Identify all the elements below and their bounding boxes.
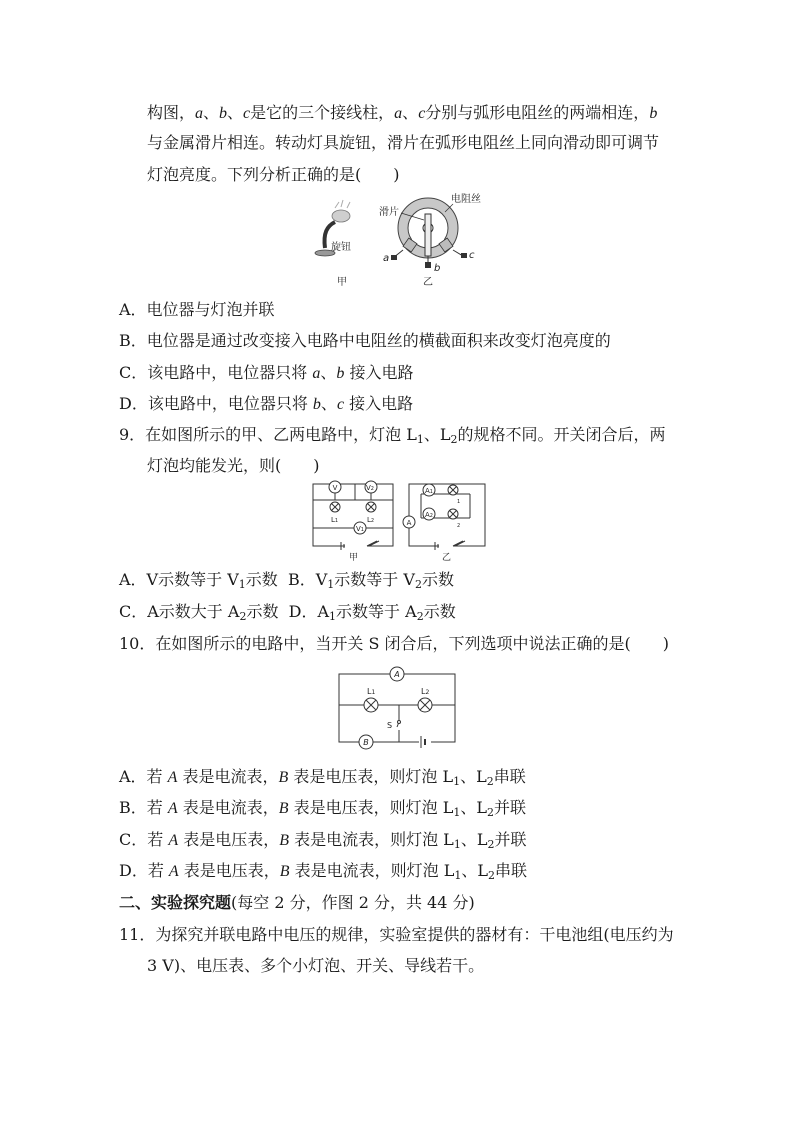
q9-options-cd: C．A示数大于 $A_2$示数 D．$A_1$示数等于 $A_2$示数 [119, 602, 456, 623]
q9-options-ab: A．V示数等于 $V_1$示数 B．$V_1$示数等于 $V_2$示数 [119, 570, 454, 591]
q8-option-a: A．电位器与灯泡并联 [119, 300, 275, 319]
l1-label-jia: L1 [331, 516, 339, 524]
q8-option-b: B．电位器是通过改变接入电路中电阻丝的横截面积来改变灯泡亮度的 [119, 331, 611, 350]
caption-jia: 甲 [337, 277, 347, 288]
q10-option-c: C．若 A 表是电压表，B 表是电流表，则灯泡 $L_1$、$L_2$并联 [119, 830, 527, 851]
q9-stem-line-2: 灯泡均能发光，则( ) [147, 456, 320, 475]
q10-circuit-figure [333, 664, 463, 752]
l1-label: L1 [367, 687, 376, 696]
switch-label: S [387, 721, 393, 730]
potentiometer-figure [305, 188, 500, 290]
q8-option-d: D．该电路中，电位器只将 b、c 接入电路 [119, 394, 414, 413]
caption-yi: 乙 [423, 277, 433, 288]
q8-line-1: 构图，a、b、c是它的三个接线柱，a、c分别与弧形电阻丝的两端相连，b [147, 103, 658, 122]
v2-meter-label: V2 [366, 484, 374, 492]
q10-option-b: B．若 A 表是电流表，B 表是电压表，则灯泡 $L_1$、$L_2$并联 [119, 798, 526, 819]
section-2-heading: 二、实验探究题(每空 2 分，作图 2 分，共 44 分) [119, 893, 475, 912]
l1-label-yi: 1 [457, 499, 461, 505]
q9-stem-line-1: 9．在如图所示的甲、乙两电路中，灯泡 $L_1$、$L_2$的规格不同。开关闭合后，两 [119, 425, 666, 446]
q8-line-3: 灯泡亮度。下列分析正确的是( ) [147, 165, 400, 184]
q8-option-c: C．该电路中，电位器只将 a、b 接入电路 [119, 363, 414, 382]
q11-line-1: 11．为探究并联电路中电压的规律，实验室提供的器材有：干电池组(电压约为 [119, 925, 674, 944]
terminal-b-label: b [434, 263, 441, 274]
q10-stem: 10．在如图所示的电路中，当开关 S 闭合后，下列选项中说法正确的是( ) [119, 634, 669, 653]
meter-a-label: A [394, 670, 400, 679]
caption-jia: 甲 [349, 553, 359, 563]
q9-circuit-figure [305, 478, 490, 564]
a2-meter-label: A2 [425, 511, 433, 519]
slider-label: 滑片 [379, 207, 399, 218]
l2-label: L2 [421, 687, 430, 696]
q11-line-2: 3 V)、电压表、多个小灯泡、开关、导线若干。 [147, 956, 485, 975]
terminal-a-label: a [383, 253, 390, 264]
l2-label-jia: L2 [367, 516, 375, 524]
q10-option-a: A．若 A 表是电流表，B 表是电压表，则灯泡 $L_1$、$L_2$串联 [119, 767, 526, 788]
a1-meter-label: A1 [425, 487, 433, 495]
v-meter-label: V [332, 484, 338, 492]
terminal-c-label: c [469, 250, 475, 261]
caption-yi: 乙 [442, 553, 452, 563]
q10-option-d: D．若 A 表是电压表，B 表是电流表，则灯泡 $L_1$、$L_2$串联 [119, 861, 528, 882]
potentiometer [391, 198, 467, 268]
resistor-label: 电阻丝 [451, 194, 481, 205]
q8-line-2: 与金属滑片相连。转动灯具旋钮，滑片在弧形电阻丝上同向滑动即可调节 [147, 133, 660, 152]
v1-meter-label: V1 [356, 525, 364, 533]
meter-b-label: B [363, 738, 369, 747]
knob-label: 旋钮 [331, 242, 351, 253]
l2-label-yi: 2 [457, 523, 461, 529]
a-meter-label: A [406, 519, 412, 527]
